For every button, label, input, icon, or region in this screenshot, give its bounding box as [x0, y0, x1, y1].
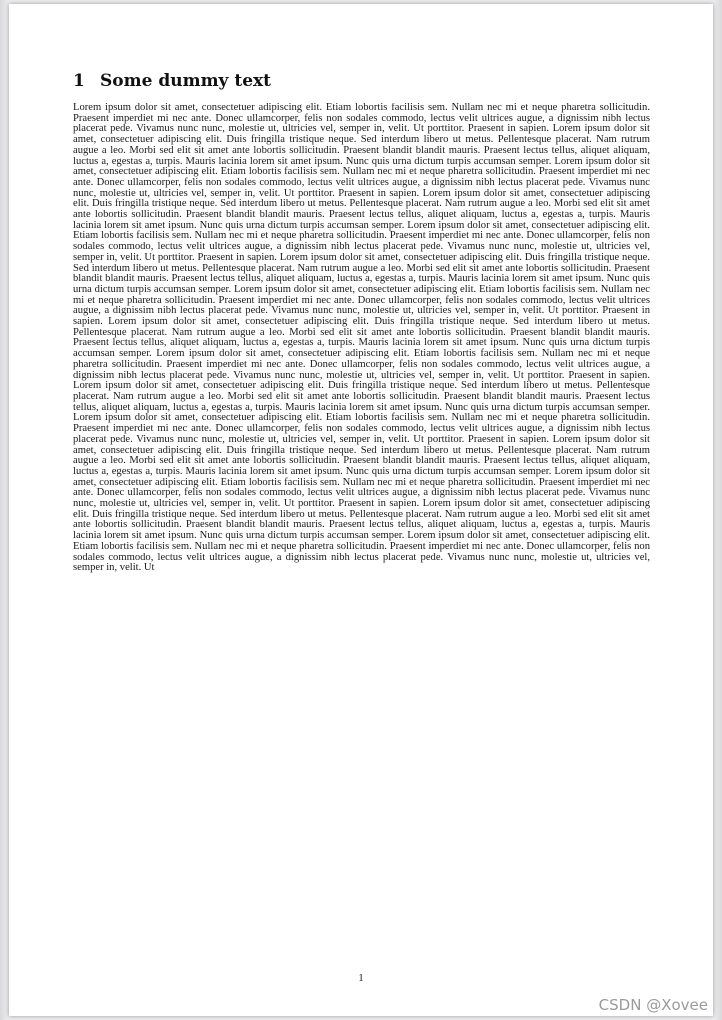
section-heading	[73, 70, 271, 92]
section-title: Some dummy text	[100, 71, 272, 91]
watermark: CSDN @Xovee	[598, 996, 708, 1014]
page-number: 1	[358, 972, 364, 984]
section-number: 1	[73, 71, 85, 91]
document-page	[9, 4, 713, 1016]
body-paragraph: Lorem ipsum dolor sit amet, consectetuer adipiscing elit. Etiam lobortis facilisis sem. Nullam nec mi et neque pharetra sollicitudin. Praesent imperdiet mi nec ante. Donec ullamcorper, felis non sodales commodo, lectus velit ultrices augue, a dignissim nibh lectus placerat pede. Vivamus nunc nunc, molestie ut, ultricies vel, semper in, velit. Ut porttitor. Praesent in sapien. Lorem ipsum dolor sit amet, consectetuer adipiscing elit. Duis fringilla tristique neque. Sed interdum libero ut metus. Pellentesque placerat. Nam rutrum augue a leo. Morbi sed elit sit amet ante lobortis sollicitudin. Praesent blandit blandit mauris. Praesent lectus tellus, aliquet aliquam, luctus a, egestas a, turpis. Mauris lacinia lorem sit amet ipsum. Nunc quis urna dictum turpis accumsan semper. Lorem ipsum dolor sit amet, consectetuer adipiscing elit. Etiam lobortis facilisis sem. Nullam nec mi et neque pharetra sollicitudin. Praesent imperdiet mi nec ante. Donec ullamcorper, felis non sodales commodo, lectus velit ultrices augue, a dignissim nibh lectus placerat pede. Vivamus nunc nunc, molestie ut, ultricies vel, semper in, velit. Ut porttitor. Praesent in sapien. Lorem ipsum dolor sit amet, consectetuer adipiscing elit. Duis fringilla tristique neque. Sed interdum libero ut metus. Pellentesque placerat. Nam rutrum augue a leo. Morbi sed elit sit amet ante lobortis sollicitudin. Praesent blandit blandit mauris. Praesent lectus tellus, aliquet aliquam, luctus a, egestas a, turpis. Mauris lacinia lorem sit amet ipsum. Nunc quis urna dictum turpis accumsan semper. Lorem ipsum dolor sit amet, consectetuer adipiscing elit. Etiam lobortis facilisis sem. Nullam nec mi et neque pharetra sollicitudin. Praesent imperdiet mi nec ante. Donec ullamcorper, felis non sodales commodo, lectus velit ultrices augue, a dignissim nibh lectus placerat pede. Vivamus nunc nunc, molestie ut, ultricies vel, semper in, velit. Ut porttitor. Praesent in sapien. Lorem ipsum dolor sit amet, consectetuer adipiscing elit. Duis fringilla tristique neque. Sed interdum libero ut metus. Pellentesque placerat. Nam rutrum augue a leo. Morbi sed elit sit amet ante lobortis sollicitudin. Praesent blandit blandit mauris. Praesent lectus tellus, aliquet aliquam, luctus a, egestas a, turpis. Mauris lacinia lorem sit amet ipsum. Nunc quis urna dictum turpis accumsan semper. Lorem ipsum dolor sit amet, consectetuer adipiscing elit. Etiam lobortis facilisis sem. Nullam nec mi et neque pharetra sollicitudin. Praesent imperdiet mi nec ante. Donec ullamcorper, felis non sodales commodo, lectus velit ultrices augue, a dignissim nibh lectus placerat pede. Vivamus nunc nunc, molestie ut, ultricies vel, semper in, velit. Ut porttitor. Praesent in sapien. Lorem ipsum dolor sit amet, consectetuer adipiscing elit. Duis fringilla tristique neque. Sed interdum libero ut metus. Pellentesque placerat. Nam rutrum augue a leo. Morbi sed elit sit amet ante lobortis sollicitudin. Praesent blandit blandit mauris. Praesent lectus tellus, aliquet aliquam, luctus a, egestas a, turpis. Mauris lacinia lorem sit amet ipsum. Nunc quis urna dictum turpis accumsan semper. Lorem ipsum dolor sit amet, consectetuer adipiscing elit. Etiam lobortis facilisis sem. Nullam nec mi et neque pharetra sollicitudin. Praesent imperdiet mi nec ante. Donec ullamcorper, felis non sodales commodo, lectus velit ultrices augue, a dignissim nibh lectus placerat pede. Vivamus nunc nunc, molestie ut, ultricies vel, semper in, velit. Ut porttitor. Praesent in sapien. Lorem ipsum dolor sit amet, consectetuer adipiscing elit. Duis fringilla tristique neque. Sed interdum libero ut metus. Pellentesque placerat. Nam rutrum augue a leo. Morbi sed elit sit amet ante lobortis sollicitudin. Praesent blandit blandit mauris. Praesent lectus tellus, aliquet aliquam, luctus a, egestas a, turpis. Mauris lacinia lorem sit amet ipsum. Nunc quis urna dictum turpis accumsan semper. Lorem ipsum dolor sit amet, consectetuer adipiscing elit. Etiam lobortis facilisis sem. Nullam nec mi et neque pharetra sollicitudin. Praesent imperdiet mi nec ante. Donec ullamcorper, felis non sodales commodo, lectus velit ultrices augue, a dignissim nibh lectus placerat pede. Vivamus nunc nunc, molestie ut, ultricies vel, semper in, velit. Ut porttitor. Praesent in sapien. Lorem ipsum dolor sit amet, consectetuer adipiscing elit. Duis fringilla tristique neque. Sed interdum libero ut metus. Pellentesque placerat. Nam rutrum augue a leo. Morbi sed elit sit amet ante lobortis sollicitudin. Praesent blandit blandit mauris. Praesent lectus tellus, aliquet aliquam, luctus a, egestas a, turpis. Mauris lacinia lorem sit amet ipsum. Nunc quis urna dictum turpis accumsan semper. Lorem ipsum dolor sit amet, consectetuer adipiscing elit. Etiam lobortis facilisis sem. Nullam nec mi et neque pharetra sollicitudin. Praesent imperdiet mi nec ante. Donec ullamcorper, felis non sodales commodo, lectus velit ultrices augue, a dignissim nibh lectus placerat pede. Vivamus nunc nunc, molestie ut, ultricies vel, semper in, velit. Ut porttitor. Praesent in sapien. Lorem ipsum dolor sit amet, consectetuer adipiscing elit. Duis fringilla tristique neque. Sed interdum libero ut metus. Pellentesque placerat. Nam rutrum augue a leo. Morbi sed elit sit amet ante lobortis sollicitudin. Praesent blandit blandit mauris. Praesent lectus tellus, aliquet aliquam, luctus a, egestas a, turpis. Mauris lacinia lorem sit amet ipsum. Nunc quis urna dictum turpis accumsan semper. Lorem ipsum dolor sit amet, consectetuer adipiscing elit. Etiam lobortis facilisis sem. Nullam nec mi et neque pharetra sollicitudin. Praesent imperdiet mi nec ante. Donec ullamcorper, felis non sodales commodo, lectus velit ultrices augue, a dignissim nibh lectus placerat pede. Vivamus nunc nunc, molestie ut, ultricies vel, semper in, velit. Ut	[73, 103, 650, 574]
